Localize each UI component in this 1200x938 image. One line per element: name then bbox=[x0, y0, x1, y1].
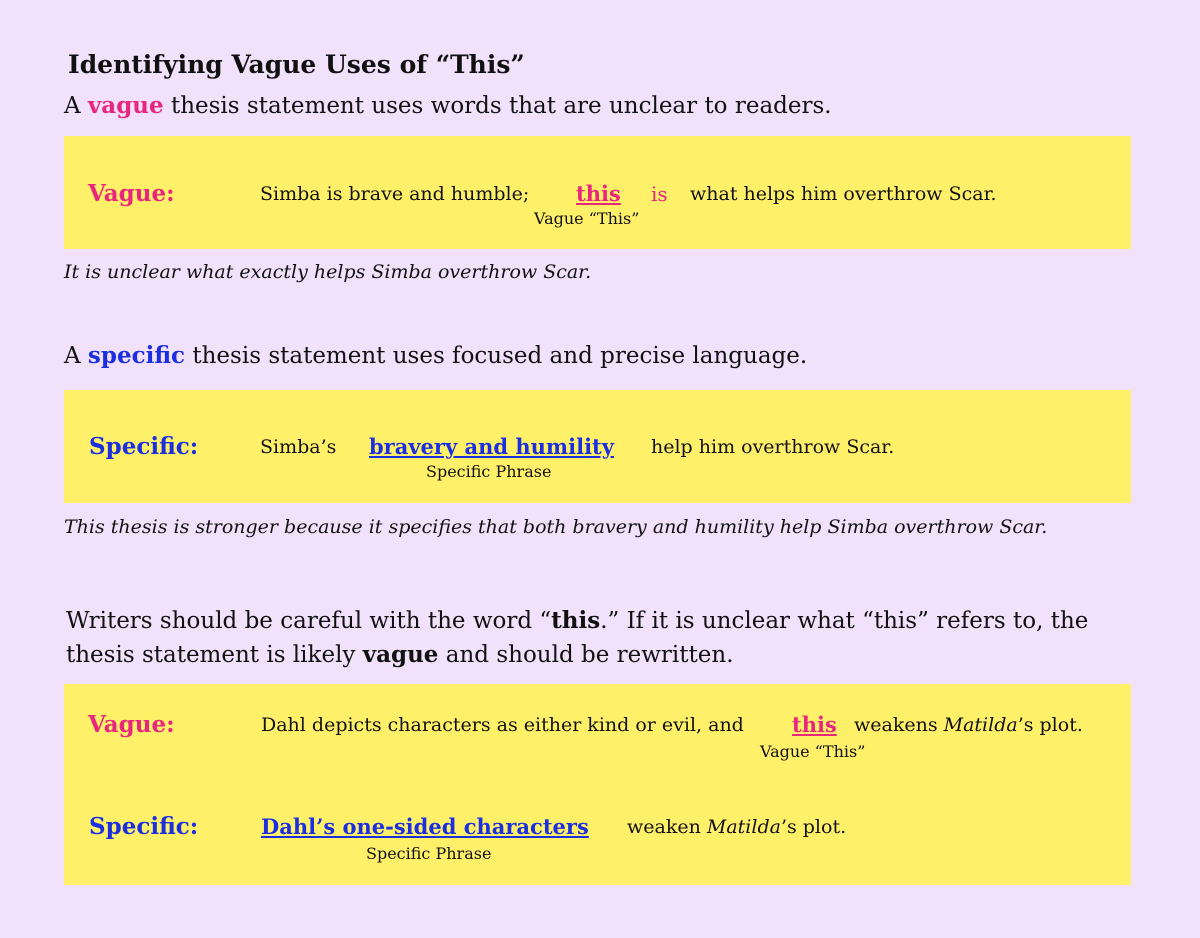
intro-text: thesis statement uses focused and precise language. bbox=[185, 343, 808, 369]
vague-explanation: It is unclear what exactly helps Simba overthrow Scar. bbox=[64, 261, 592, 283]
example-sentence-part: is bbox=[651, 182, 668, 206]
intro-text: A bbox=[64, 343, 88, 369]
specific-explanation: This thesis is stronger because it specifies that both bravery and humility help Simba overthrow Scar. bbox=[64, 516, 1048, 538]
vague-this-word: this bbox=[576, 181, 621, 206]
specific-label: Specific: bbox=[89, 433, 199, 460]
vague-label: Vague: bbox=[88, 180, 175, 207]
sentence-text: ’s plot. bbox=[1017, 714, 1083, 736]
page-title: Identifying Vague Uses of “This” bbox=[68, 50, 525, 79]
paragraph-text: .” If it is unclear what “this” refers to, the thesis statement is likely bbox=[66, 608, 1089, 668]
intro-text: A bbox=[64, 93, 88, 119]
sentence-text: ’s plot. bbox=[780, 816, 847, 838]
intro-text: thesis statement uses words that are unclear to readers. bbox=[163, 93, 832, 119]
specific-phrase-caption: Specific Phrase bbox=[366, 844, 492, 863]
matilda-example-box bbox=[64, 684, 1131, 885]
example-sentence-part bbox=[627, 816, 846, 838]
specific-example-box bbox=[64, 390, 1131, 503]
book-title: Matilda bbox=[706, 816, 781, 838]
specific-phrase: bravery and humility bbox=[369, 434, 614, 459]
example-sentence-part bbox=[854, 714, 1083, 736]
vague-keyword-bold: vague bbox=[362, 641, 439, 668]
specific-definition bbox=[64, 342, 807, 369]
book-title: Matilda bbox=[943, 714, 1018, 736]
vague-this-word: this bbox=[792, 712, 837, 737]
vague-example-box bbox=[64, 136, 1131, 249]
paragraph-text: Writers should be careful with the word “ bbox=[66, 608, 552, 634]
example-sentence-part: Simba’s bbox=[260, 436, 337, 458]
vague-keyword: vague bbox=[87, 92, 164, 119]
vague-this-caption: Vague “This” bbox=[760, 742, 866, 761]
sentence-text: weakens bbox=[854, 714, 944, 736]
vague-label: Vague: bbox=[88, 711, 175, 738]
example-sentence-part: what helps him overthrow Scar. bbox=[690, 183, 997, 205]
specific-phrase-caption: Specific Phrase bbox=[426, 462, 552, 481]
this-keyword: this bbox=[551, 607, 601, 634]
vague-definition bbox=[64, 92, 832, 119]
vague-this-caption: Vague “This” bbox=[534, 209, 640, 228]
specific-label: Specific: bbox=[89, 813, 199, 840]
example-sentence-part: help him overthrow Scar. bbox=[651, 436, 895, 458]
example-sentence-part: Simba is brave and humble; bbox=[260, 183, 530, 205]
paragraph-text: and should be rewritten. bbox=[438, 642, 734, 668]
sentence-text: weaken bbox=[627, 816, 707, 838]
example-sentence-part: Dahl depicts characters as either kind or evil, and bbox=[261, 714, 744, 736]
this-warning-paragraph bbox=[66, 604, 1146, 672]
specific-keyword: specific bbox=[87, 342, 186, 369]
specific-phrase: Dahl’s one-sided characters bbox=[261, 814, 589, 839]
